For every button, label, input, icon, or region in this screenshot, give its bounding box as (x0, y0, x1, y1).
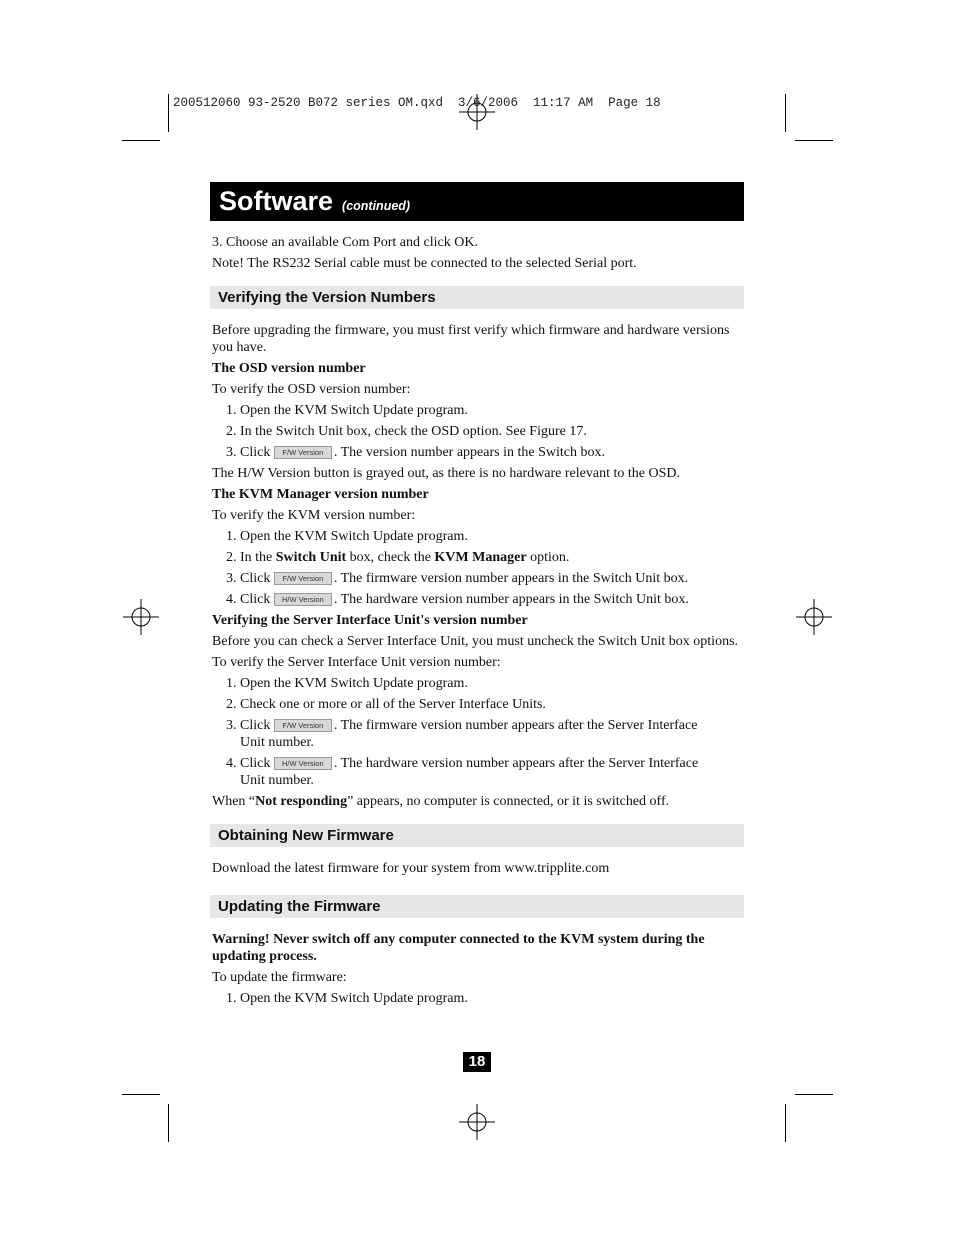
osd-lead: To verify the OSD version number: (212, 382, 411, 397)
list-item: 3. Click F/W Version . The version number appears in the Switch box. (226, 445, 605, 460)
intro-note: Note! The RS232 Serial cable must be connected to the selected Serial port. (212, 256, 637, 271)
crop-mark (795, 140, 833, 141)
obtain-text: Download the latest firmware for your system from www.tripplite.com (212, 861, 610, 876)
fw-version-button[interactable]: F/W Version (274, 446, 332, 459)
intro-step: 3. Choose an available Com Port and click OK. (212, 235, 478, 250)
list-item: 3. Click F/W Version . The firmware version number appears after the Server Interface Unit number. (226, 718, 698, 750)
heading-verify: Verifying the Version Numbers (210, 286, 744, 309)
crop-mark (122, 140, 160, 141)
list-item: 2. In the Switch Unit box, check the KVM Manager option. (226, 550, 570, 565)
kvm-title: The KVM Manager version number (212, 487, 429, 502)
list-item: 1. Open the KVM Switch Update program. (226, 529, 468, 544)
crop-mark (168, 1104, 169, 1142)
crop-mark (785, 1104, 786, 1142)
crop-mark (795, 1094, 833, 1095)
siu-title: Verifying the Server Interface Unit's version number (212, 613, 528, 628)
list-item: 1. Open the KVM Switch Update program. (226, 991, 468, 1006)
registration-mark-icon (794, 597, 834, 637)
title-continued: (continued) (342, 199, 411, 213)
list-item: 1. Open the KVM Switch Update program. (226, 676, 468, 691)
registration-mark-icon (121, 597, 161, 637)
registration-mark-icon (457, 1102, 497, 1142)
registration-mark-icon (457, 92, 497, 132)
hw-version-button[interactable]: H/W Version (274, 593, 332, 606)
kvm-lead: To verify the KVM version number: (212, 508, 416, 523)
osd-title: The OSD version number (212, 361, 366, 376)
print-slug-line: 200512060 93-2520 B072 series OM.qxd 3/6/2006 11:17 AM Page 18 (173, 96, 661, 110)
list-item: 4. Click H/W Version . The hardware version number appears after the Server Interface Unit number. (226, 756, 699, 788)
fw-version-button[interactable]: F/W Version (274, 719, 332, 732)
list-item: 4. Click H/W Version . The hardware version number appears in the Switch Unit box. (226, 592, 689, 607)
section-title-bar (210, 182, 744, 221)
list-item: 2. Check one or more or all of the Server Interface Units. (226, 697, 546, 712)
update-lead: To update the firmware: (212, 970, 347, 985)
heading-obtain: Obtaining New Firmware (210, 824, 744, 847)
verify-intro: Before upgrading the firmware, you must first verify which firmware and hardware versions you have. (212, 323, 730, 355)
page-number: 18 (463, 1052, 491, 1072)
crop-mark (168, 94, 169, 132)
osd-note: The H/W Version button is grayed out, as there is no hardware relevant to the OSD. (212, 466, 680, 481)
list-item: 1. Open the KVM Switch Update program. (226, 403, 468, 418)
heading-update: Updating the Firmware (210, 895, 744, 918)
hw-version-button[interactable]: H/W Version (274, 757, 332, 770)
siu-intro: Before you can check a Server Interface Unit, you must uncheck the Switch Unit box options. (212, 634, 739, 649)
crop-mark (122, 1094, 160, 1095)
siu-when: When “Not responding” appears, no computer is connected, or it is switched off. (212, 794, 670, 809)
list-item: 3. Click F/W Version . The firmware version number appears in the Switch Unit box. (226, 571, 689, 586)
list-item: 2. In the Switch Unit box, check the OSD option. See Figure 17. (226, 424, 587, 439)
page-title: Software (219, 186, 334, 216)
update-warning: Warning! Never switch off any computer connected to the KVM system during the updating process. (212, 932, 705, 964)
page-content (212, 234, 744, 1011)
fw-version-button[interactable]: F/W Version (274, 572, 332, 585)
siu-lead: To verify the Server Interface Unit version number: (212, 655, 501, 670)
crop-mark (785, 94, 786, 132)
